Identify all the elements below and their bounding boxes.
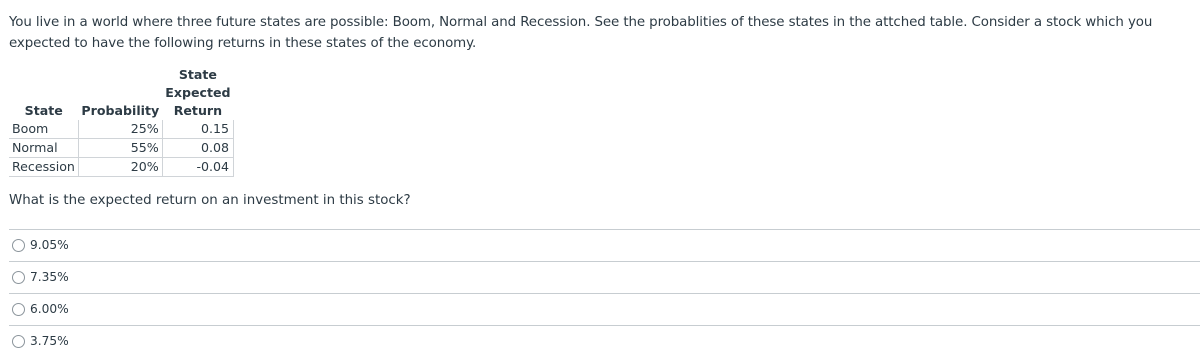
radio-button[interactable] (12, 335, 25, 348)
question-intro: You live in a world where three future states are possible: Boom, Normal and Recession. See the probablities of these states in the attched table. Consider a stock which you expected to have the following returns in these states of the economy. (9, 15, 1153, 51)
table-cell-return: 0.08 (162, 139, 233, 158)
table-cell-return: -0.04 (162, 158, 233, 177)
table-cell-probability: 55% (78, 139, 162, 158)
table-header-row-3 (9, 102, 234, 120)
table-cell-state: Normal (9, 139, 78, 158)
table-header-probability: Probability (81, 103, 160, 118)
table-cell-return: 0.15 (162, 120, 233, 139)
table-header-blank (9, 84, 78, 102)
table-header-expected: Expected (165, 85, 231, 100)
answer-option[interactable] (9, 261, 1200, 293)
answer-option[interactable] (9, 229, 1200, 261)
answer-option[interactable] (9, 293, 1200, 325)
answer-list (0, 229, 1200, 357)
table-cell-probability: 25% (78, 120, 162, 139)
table-header-blank (78, 66, 162, 84)
table-header-blank (9, 66, 78, 84)
table-header-state: State (24, 103, 63, 118)
radio-button[interactable] (12, 239, 25, 252)
table-cell-probability: 20% (78, 158, 162, 177)
table-header-row-2 (9, 84, 234, 102)
radio-button[interactable] (12, 271, 25, 284)
table-header-return: Return (173, 103, 223, 118)
answer-label[interactable]: 6.00% (30, 302, 69, 316)
question-prompt: What is the expected return on an investment in this stock? (9, 193, 411, 208)
answer-label[interactable]: 9.05% (30, 238, 69, 252)
table-cell-state: Recession (9, 158, 78, 177)
radio-button[interactable] (12, 303, 25, 316)
answer-label[interactable]: 3.75% (30, 334, 69, 348)
table-header-row-1 (9, 66, 234, 84)
table-row (9, 120, 234, 139)
table-row (9, 139, 234, 158)
answer-option[interactable] (9, 325, 1200, 357)
table-header-state-top: State (178, 67, 217, 82)
table-header-blank (78, 84, 162, 102)
answer-label[interactable]: 7.35% (30, 270, 69, 284)
table-row (9, 158, 234, 177)
returns-table (9, 66, 234, 177)
table-cell-state: Boom (9, 120, 78, 139)
